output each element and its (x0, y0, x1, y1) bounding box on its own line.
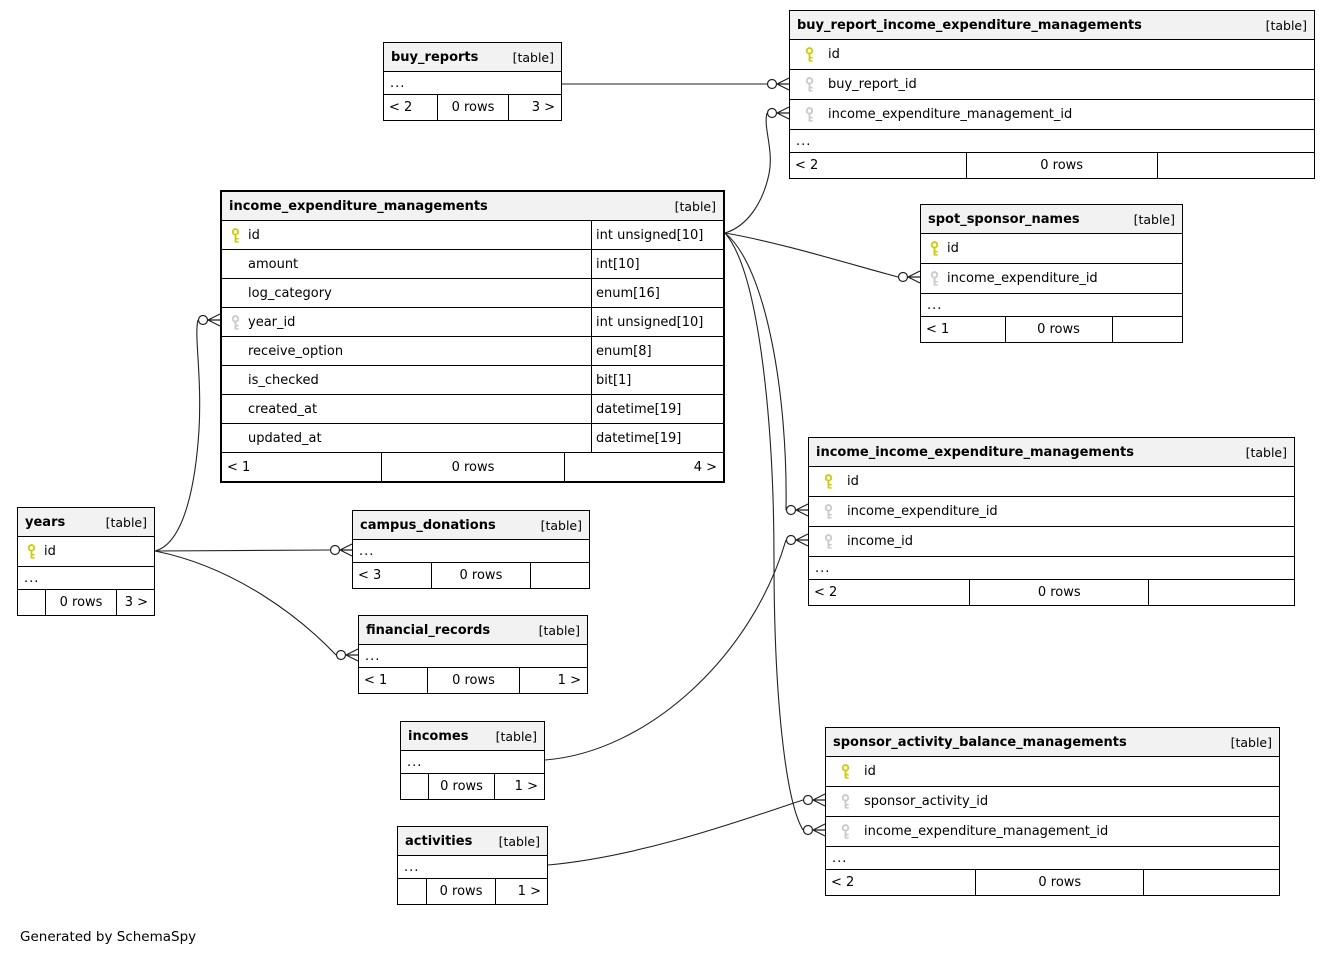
table-tag: [table] (495, 728, 537, 744)
foreign-key-icon (230, 314, 241, 331)
edge-iem-to-iixm-expenditureid (725, 233, 808, 516)
collapsed-columns: ... (809, 556, 1294, 579)
table-name: income_expenditure_managements (229, 198, 488, 214)
column-row (921, 233, 1182, 263)
column-name: income_expenditure_id (847, 504, 998, 519)
collapsed-columns: ... (790, 129, 1314, 152)
table-tag: [table] (498, 833, 540, 849)
column-name: sponsor_activity_id (864, 794, 989, 809)
primary-key-icon (230, 227, 241, 244)
table-incomes[interactable] (400, 721, 545, 800)
column-row (826, 816, 1279, 846)
column-row (222, 307, 723, 336)
column-row (790, 39, 1314, 69)
table-years[interactable] (17, 507, 155, 616)
column-name: income_expenditure_management_id (864, 824, 1109, 839)
column-row (790, 99, 1314, 129)
table-footer (359, 667, 587, 693)
table-footer (809, 579, 1294, 605)
column-type: bit[1] (591, 366, 723, 394)
collapsed-columns: ... (398, 855, 547, 878)
column-name: income_id (847, 534, 913, 549)
generator-credit: Generated by SchemaSpy (20, 929, 197, 945)
table-buy-report-income-expenditure-managements[interactable] (789, 10, 1315, 179)
edge-iem-to-buyreport-iemid (725, 107, 789, 233)
foreign-key-icon (804, 76, 815, 93)
table-tag: [table] (1245, 444, 1287, 460)
primary-key-icon (840, 763, 851, 780)
column-row (826, 756, 1279, 786)
table-footer (18, 589, 154, 615)
foreign-key-icon (804, 106, 815, 123)
foreign-key-icon (929, 270, 940, 287)
table-header[interactable] (398, 827, 547, 855)
footer-parents: < 2 (795, 158, 819, 173)
footer-children: 3 > (116, 590, 154, 615)
footer-rows: 0 rows (45, 590, 116, 615)
table-footer (398, 878, 547, 904)
column-name: id (828, 47, 840, 62)
table-name: spot_sponsor_names (928, 211, 1080, 227)
table-name: activities (405, 833, 473, 849)
primary-key-icon (26, 543, 37, 560)
primary-key-icon (823, 473, 834, 490)
table-tag: [table] (538, 622, 580, 638)
table-tag: [table] (105, 514, 147, 530)
column-name: updated_at (248, 430, 322, 446)
footer-parents: < 3 (358, 568, 382, 583)
column-row (809, 526, 1294, 556)
table-header[interactable] (353, 511, 589, 539)
table-campus-donations[interactable] (352, 510, 590, 589)
table-footer (401, 773, 544, 799)
table-header[interactable] (826, 728, 1279, 756)
table-name: sponsor_activity_balance_managements (833, 734, 1127, 750)
column-type: datetime[19] (591, 424, 723, 452)
footer-children: 3 > (508, 95, 561, 120)
edge-activities-to-sabm-sponsoractivityid (548, 794, 825, 865)
foreign-key-icon (823, 533, 834, 550)
table-name: financial_records (366, 622, 491, 638)
column-row (222, 220, 723, 249)
table-name: income_income_expenditure_managements (816, 444, 1134, 460)
table-name: incomes (408, 728, 469, 744)
column-row (222, 365, 723, 394)
table-footer (353, 562, 589, 588)
footer-rows: 0 rows (975, 870, 1143, 895)
table-buy-reports[interactable] (383, 42, 562, 121)
footer-children (1148, 580, 1294, 605)
foreign-key-icon (840, 823, 851, 840)
table-tag: [table] (674, 198, 716, 214)
column-name: created_at (248, 401, 318, 417)
footer-rows: 0 rows (426, 879, 495, 904)
footer-rows: 0 rows (966, 153, 1157, 178)
table-header[interactable] (384, 43, 561, 71)
table-header[interactable] (222, 192, 723, 220)
footer-parents: < 2 (814, 585, 838, 600)
column-name: buy_report_id (828, 77, 917, 92)
column-type: enum[8] (591, 337, 723, 365)
column-type: int unsigned[10] (591, 308, 723, 336)
table-footer (384, 94, 561, 120)
column-row (222, 423, 723, 452)
footer-rows: 0 rows (427, 668, 518, 693)
footer-parents (18, 590, 45, 615)
footer-children (530, 563, 589, 588)
footer-children: 4 > (564, 453, 723, 481)
column-type: datetime[19] (591, 395, 723, 423)
column-row (826, 786, 1279, 816)
table-income-income-expenditure-managements[interactable] (808, 437, 1295, 606)
table-tag: [table] (1133, 211, 1175, 227)
column-name: income_expenditure_management_id (828, 107, 1073, 122)
table-tag: [table] (1230, 734, 1272, 750)
footer-children (1143, 870, 1279, 895)
footer-rows: 0 rows (437, 95, 508, 120)
footer-parents: < 1 (364, 673, 388, 688)
column-row (790, 69, 1314, 99)
column-name: is_checked (248, 372, 319, 388)
edge-years-to-campusdonations (155, 544, 352, 556)
table-spot-sponsor-names[interactable] (920, 204, 1183, 343)
collapsed-columns: ... (18, 566, 154, 589)
column-name: id (864, 764, 876, 779)
footer-rows: 0 rows (381, 453, 564, 481)
column-type: int unsigned[10] (591, 221, 723, 249)
foreign-key-icon (840, 793, 851, 810)
column-name: id (847, 474, 859, 489)
column-type: int[10] (591, 250, 723, 278)
column-type: enum[16] (591, 279, 723, 307)
table-name: campus_donations (360, 517, 496, 533)
edge-iem-to-spotsponsor (725, 233, 920, 283)
column-row (222, 394, 723, 423)
table-name: years (25, 514, 66, 530)
footer-children: 1 > (495, 879, 547, 904)
footer-rows: 0 rows (969, 580, 1148, 605)
table-header[interactable] (921, 205, 1182, 233)
table-footer (826, 869, 1279, 895)
footer-children: 1 > (519, 668, 587, 693)
footer-parents: < 1 (926, 322, 950, 337)
column-row (921, 263, 1182, 293)
collapsed-columns: ... (401, 750, 544, 773)
footer-rows: 0 rows (431, 563, 530, 588)
table-activities[interactable] (397, 826, 548, 905)
primary-key-icon (929, 240, 940, 257)
table-name: buy_reports (391, 49, 479, 65)
collapsed-columns: ... (359, 644, 587, 667)
collapsed-columns: ... (826, 846, 1279, 869)
footer-parents: < 1 (227, 459, 251, 475)
footer-children (1157, 153, 1314, 178)
footer-children (1112, 317, 1182, 342)
collapsed-columns: ... (921, 293, 1182, 316)
footer-parents (401, 774, 428, 799)
table-tag: [table] (512, 49, 554, 65)
table-income-expenditure-managements[interactable] (220, 190, 725, 483)
column-row (222, 336, 723, 365)
table-header[interactable] (809, 438, 1294, 466)
table-financial-records[interactable] (358, 615, 588, 694)
column-name: income_expenditure_id (947, 271, 1098, 286)
column-row (809, 496, 1294, 526)
column-row (222, 249, 723, 278)
footer-parents: < 2 (831, 875, 855, 890)
footer-parents: < 2 (389, 100, 413, 115)
table-header[interactable] (18, 508, 154, 536)
column-name: id (248, 227, 260, 243)
edge-years-to-iem-yearid (155, 314, 220, 551)
footer-children: 1 > (494, 774, 544, 799)
table-footer (921, 316, 1182, 342)
column-name: amount (248, 256, 299, 272)
footer-parents (398, 879, 426, 904)
column-row (222, 278, 723, 307)
table-header[interactable] (790, 11, 1314, 39)
collapsed-columns: ... (384, 71, 561, 94)
table-footer (222, 452, 723, 481)
primary-key-icon (804, 46, 815, 63)
table-tag: [table] (1265, 17, 1307, 33)
foreign-key-icon (823, 503, 834, 520)
collapsed-columns: ... (353, 539, 589, 562)
footer-rows: 0 rows (428, 774, 494, 799)
edge-buyreports-to-buyreportid (562, 78, 789, 90)
column-name: year_id (248, 314, 296, 330)
column-name: log_category (248, 285, 332, 301)
column-row (18, 536, 154, 566)
column-name: receive_option (248, 343, 344, 359)
table-sponsor-activity-balance-managements[interactable] (825, 727, 1280, 896)
table-header[interactable] (401, 722, 544, 750)
table-name: buy_report_income_expenditure_managements (797, 17, 1142, 33)
column-row (809, 466, 1294, 496)
table-header[interactable] (359, 616, 587, 644)
column-name: id (44, 544, 56, 559)
table-footer (790, 152, 1314, 178)
table-tag: [table] (540, 517, 582, 533)
footer-rows: 0 rows (1005, 317, 1112, 342)
column-name: id (947, 241, 959, 256)
edge-years-to-financialrecords (155, 551, 358, 661)
